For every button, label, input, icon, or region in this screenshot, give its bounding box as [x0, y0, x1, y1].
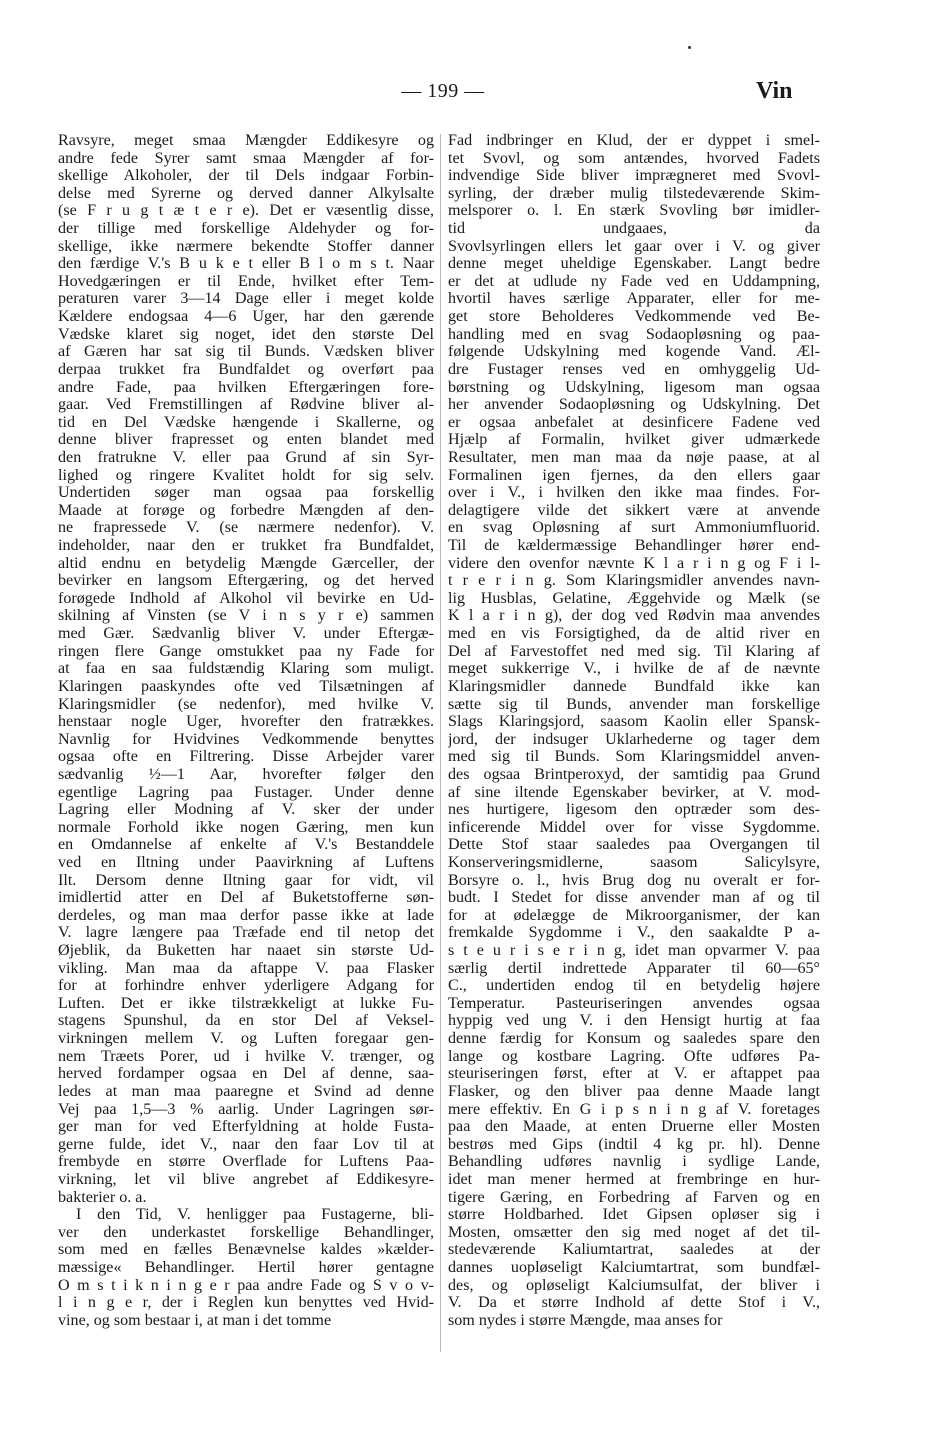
text-line: nes hurtigere, ligesom den optræder som des-	[448, 801, 820, 819]
text-line: derdeles, og man maa derfor passe ikke at lade	[58, 906, 434, 924]
text-line: ne frapressede V. (se nærmere nedenfor). V.	[58, 519, 434, 537]
text-line: jord, der indsuger Uklarhederne og tager dem	[448, 730, 820, 748]
text-line: virkning, let vil blive angrebet af Eddikesyre-	[58, 1170, 434, 1188]
text-line: Svovlsyrlingen ellers let gaar over i V. og giver	[448, 237, 820, 255]
text-line: Navnlig for Hvidvines Vedkommende benyttes	[58, 730, 434, 748]
text-line: mæssige« Behandlinger. Hertil hører gentagne	[58, 1259, 434, 1276]
text-line: derpaa trukket fra Bundfaldet og overført paa	[58, 360, 434, 378]
text-line: t r e r i n g. Som Klaringsmidler anvendes navn-	[448, 572, 820, 590]
text-line: tid undgaaes, da	[448, 220, 820, 238]
text-line: Vej paa 1,5—3 % aarlig. Under Lagringen sør-	[58, 1100, 434, 1118]
text-line: skilning af Vinsten (se V i n s y r e) sammen	[58, 607, 434, 625]
text-line: andre Fade, paa hvilken Eftergæringen fore-	[58, 378, 434, 396]
text-line: Øjeblik, da Buketten har naaet sin største Ud-	[58, 942, 434, 960]
text-line: (se F r u g t æ t e r e). Det er væsentlig disse,	[58, 202, 434, 220]
text-line: for at forhindre enhver yderligere Adgang for	[58, 977, 434, 995]
text-line: ringen flere Gange omstukket paa ny Fade for	[58, 642, 434, 660]
ink-speck	[688, 46, 691, 49]
text-line: lig Husblas, Gelatine, Æggehvide og Mælk (se	[448, 589, 820, 607]
text-line: Undertiden søger man ogsaa paa forskellig	[58, 484, 434, 502]
text-line: andre fede Syrer samt smaa Mængder af for-	[58, 149, 434, 167]
text-line: egentlige Lagring paa Fustager. Under denne	[58, 783, 434, 801]
text-line: vikling. Man maa da aftappe V. paa Flasker	[58, 959, 434, 977]
text-line: melsporer o. l. En stærk Svovling bør imidler-	[448, 202, 820, 220]
text-line: normale Forhold ikke nogen Gæring, men kun	[58, 818, 434, 836]
text-line: større Holdbarhed. Idet Gipsen opløser sig i	[448, 1206, 820, 1224]
text-line: ger man for ved Efterfyldning at holde Fusta-	[58, 1118, 434, 1136]
text-line: Vædske klaret sig noget, idet den største Del	[58, 325, 434, 343]
text-line: Formalinen igen fjernes, da den ellers gaar	[448, 466, 820, 484]
text-line: at faa en saa fuldstændig Klaring som muligt.	[58, 660, 434, 678]
text-line: er det at udlude ny Fade ved en Uddampning,	[448, 272, 820, 290]
text-line: følgende Udskylning med kogende Vand. Æl-	[448, 343, 820, 361]
text-line: indvendige Side bliver imprægneret med Svovl-	[448, 167, 820, 185]
text-line: altid endnu en betydelig Mængde Gærceller, der	[58, 554, 434, 572]
text-line: idet man mener hermed at frembringe en hur-	[448, 1170, 820, 1188]
text-line: lange og kostbare Lagring. Ofte udføres Pa-	[448, 1047, 820, 1065]
text-line: peraturen varer 3—14 Dage eller i meget kolde	[58, 290, 434, 308]
text-line: tigere Gæring, en Forbedring af Farven og en	[448, 1188, 820, 1206]
text-line: handling med en svag Sodaopløsning og paa-	[448, 325, 820, 343]
left-text-column	[58, 132, 434, 1329]
column-divider	[440, 134, 441, 1352]
text-line: ogsaa ofte en Filtrering. Disse Arbejder varer	[58, 748, 434, 766]
text-line: des ogsaa Brintperoxyd, der samtidig paa Grund	[448, 765, 820, 783]
text-line: Del af Farvestoffet ned med sig. Til Klaring af	[448, 642, 820, 660]
text-line: dre Fustager renses ved en omhyggelig Ud-	[448, 360, 820, 378]
text-line: ledes at man maa paaregne et Svind ad denne	[58, 1082, 434, 1100]
text-line: Dette Stof staar saaledes paa Overgangen til	[448, 836, 820, 854]
text-line: herved fordamper ogsaa en Del af denne, saa-	[58, 1065, 434, 1083]
text-line: Ilt. Dersom denne Iltning gaar for vidt, vil	[58, 871, 434, 889]
text-line: en Omdannelse af enkelte af V.'s Bestanddele	[58, 836, 434, 854]
text-line: stedeværende Kaliumtartrat, saaledes at der	[448, 1241, 820, 1259]
text-line: nem Træets Porer, ud i hvilke V. trænger, og	[58, 1047, 434, 1065]
text-line: med Gær. Sædvanlig bliver V. under Eftergæ-	[58, 625, 434, 643]
text-line: sætte sig til Bunds, anvender man forskellige	[448, 695, 820, 713]
text-line: K l a r i n g), der dog ved Rødvin maa anvendes	[448, 607, 820, 625]
text-line: Behandling udføres navnlig i sydlige Lande,	[448, 1153, 820, 1171]
text-line: imidlertid atter en Del af Buketstofferne søn-	[58, 889, 434, 907]
text-line: Resultater, men man maa da nøje paase, at al	[448, 448, 820, 466]
text-line: forøgede Indhold af Alkohol vil bevirke en Ud-	[58, 589, 434, 607]
text-line: er ogsaa anbefalet at desinficere Fadene ved	[448, 413, 820, 431]
text-line: gaar. Ved Fremstillingen af Rødvine bliver al-	[58, 396, 434, 414]
text-line: Slags Klaringsjord, saasom Kaolin eller Spansk-	[448, 713, 820, 731]
text-line: videre den ovenfor nævnte K l a r i n g og F i l-	[448, 554, 820, 572]
text-line: Flasker, og den bliver paa denne Maade langt	[448, 1082, 820, 1100]
text-line: Temperatur. Pasteuriseringen anvendes ogsaa	[448, 994, 820, 1012]
text-line: Konserveringsmidlerne, saasom Salicylsyre,	[448, 853, 820, 871]
running-head: Vin	[756, 78, 793, 104]
text-line: Ravsyre, meget smaa Mængder Eddikesyre og	[58, 132, 434, 149]
text-line: her anvender Sodaopløsning og Udskylning. Det	[448, 396, 820, 414]
text-line: mere effektiv. En G i p s n i n g af V. foretages	[448, 1100, 820, 1118]
text-line: l i n g e r, der i Reglen kun benyttes ved Hvid-	[58, 1294, 434, 1312]
text-line: skellige Alkoholer, der til Dels indgaar Forbin-	[58, 167, 434, 185]
text-line: get store Beholderes Vedkommende ved Be-	[448, 308, 820, 326]
text-line: som nydes i større Mængde, maa anses for	[448, 1311, 723, 1329]
text-line: med en vis Forsigtighed, da de altid river en	[448, 625, 820, 643]
text-line: gerne fulde, idet V., naar den faar Lov til at	[58, 1135, 434, 1153]
text-line: Klaringsmidler (se nedenfor), med hvilke V.	[58, 695, 434, 713]
text-line: særlig dertil indrettede Apparater til 60—65°	[448, 959, 820, 977]
text-line: tet Svovl, og som antændes, hvorved Fadets	[448, 149, 820, 167]
text-line: virkningen mellem V. og Luften foregaar gen-	[58, 1030, 434, 1048]
text-line: den fratrukne V. eller paa Grund af sin Syr-	[58, 448, 434, 466]
text-line: denne færdig for Konsum og saaledes spare den	[448, 1030, 820, 1048]
text-line: C., undertiden endog til en betydelig højere	[448, 977, 820, 995]
text-line: paa den Maade, at enten Druerne eller Mosten	[448, 1118, 820, 1136]
text-line: Hovedgæringen er til Ende, hvilket efter Tem-	[58, 272, 434, 290]
text-line: som med en fælles Benævnelse kaldes »kælder-	[58, 1241, 434, 1259]
text-line: s t e u r i s e r i n g, idet man opvarmer V. paa	[448, 942, 820, 960]
text-line: Til de kældermæssige Behandlinger hører end-	[448, 537, 820, 555]
text-line: meget sukkerrige V., i hvilke de af de nævnte	[448, 660, 820, 678]
text-line: V. lagre længere paa Træfade end til netop det	[58, 924, 434, 942]
text-line: budt. I Stedet for disse anvender man af og til	[448, 889, 820, 907]
text-line: Maade at forøge og forbedre Mængden af den-	[58, 501, 434, 519]
text-line: des, og opløseligt Kalciumsulfat, der bliver i	[448, 1276, 820, 1294]
right-text-column	[448, 132, 820, 1329]
text-line: sædvanlig ½—1 Aar, hvorefter følger den	[58, 765, 434, 783]
text-line: vine, og som bestaar i, at man i det tomme	[58, 1311, 332, 1329]
text-line: stagens Spunshul, da en stor Del af Veksel-	[58, 1012, 434, 1030]
text-line: inficerende Middel over for visse Sygdomme.	[448, 818, 820, 836]
text-line: indeholder, naar den er trukket fra Bundfaldet,	[58, 537, 434, 555]
text-line: lighed og ringere Kvalitet holdt for sig selv.	[58, 466, 434, 484]
text-line: for at ødelægge de Mikroorganismer, der kan	[448, 906, 820, 924]
text-line: Mosten, omsætter den sig med noget af det til-	[448, 1223, 820, 1241]
text-line: frembyde en større Overflade for Luftens Paa-	[58, 1153, 434, 1171]
text-line: Fad indbringer en Klud, der er dyppet i smel-	[448, 132, 820, 149]
text-line: Hjælp af Formalin, hvilket giver udmærkede	[448, 431, 820, 449]
text-line: af sine iltende Egenskaber bevirker, at V. mod-	[448, 783, 820, 801]
text-line: med sig til Bunds. Som Klaringsmiddel anven-	[448, 748, 820, 766]
text-line: bevirker en langsom Eftergæring, og det herved	[58, 572, 434, 590]
text-line: hyppig ved ung V. i den Hensigt hurtig at faa	[448, 1012, 820, 1030]
text-line: der tillige med forskellige Aldehyder og for-	[58, 220, 434, 238]
text-line: bakterier o. a.	[58, 1188, 147, 1206]
text-line: Kældere endogsaa 4—6 Uger, har den gærende	[58, 308, 434, 326]
text-line: Luften. Det er ikke tilstrækkeligt at lukke Fu-	[58, 994, 434, 1012]
text-line: den færdige V.'s B u k e t eller B l o m s t. Naar	[58, 255, 434, 273]
text-line: delagtigere vilde det sikkert være at anvende	[448, 501, 820, 519]
text-line: over i V., i hvilken den ikke maa findes. For-	[448, 484, 820, 502]
text-line: Borsyre o. l., hvis Brug dog nu overalt er for-	[448, 871, 820, 889]
text-line: hvortil haves særlige Apparater, eller for me-	[448, 290, 820, 308]
page-number: — 199 —	[401, 80, 485, 102]
text-line: tid en Del Vædske hængende i Skallerne, og	[58, 413, 434, 431]
text-line: skellige, ikke nærmere bekendte Stoffer danner	[58, 237, 434, 255]
text-line: denne bliver frapresset og enten blandet med	[58, 431, 434, 449]
text-line: delse med Syrerne og derved danner Alkylsalte	[58, 184, 434, 202]
text-line: denne meget uheldige Egenskaber. Langt bedre	[448, 255, 820, 273]
text-line: I den Tid, V. henligger paa Fustagerne, bli-	[76, 1206, 434, 1224]
text-line: V. Da et større Indhold af dette Stof i V.,	[448, 1294, 820, 1312]
text-line: af Gæren har sat sig til Bunds. Vædsken bliver	[58, 343, 434, 361]
text-line: henstaar nogle Uger, hvorefter den fratrækkes.	[58, 713, 434, 731]
text-line: ver den underkastet forskellige Behandlinger,	[58, 1223, 434, 1241]
text-line: fremkalde Sygdomme i V., den saakaldte P a-	[448, 924, 820, 942]
text-line: dannes uopløseligt Kalciumtartrat, som bundfæl-	[448, 1259, 820, 1276]
text-line: Klaringsmidler dannede Bundfald ikke kan	[448, 677, 820, 695]
text-line: steuriseringen først, efter at V. er aftappet paa	[448, 1065, 820, 1083]
text-line: O m s t i k n i n g e r paa andre Fade og S v o v-	[58, 1276, 434, 1294]
text-line: børstning og Udskylning, ligesom man ogsaa	[448, 378, 820, 396]
text-line: Lagring eller Modning af V. sker der under	[58, 801, 434, 819]
text-line: en svag Opløsning af surt Ammoniumfluorid.	[448, 519, 820, 537]
text-line: Klaringen paaskyndes ofte ved Tilsætningen af	[58, 677, 434, 695]
text-line: ved en Iltning under Paavirkning af Luftens	[58, 853, 434, 871]
text-line: syrling, der dræber mulig tilstedeværende Skim-	[448, 184, 820, 202]
text-line: bestrøs med Gips (indtil 4 kg pr. hl). Denne	[448, 1135, 820, 1153]
